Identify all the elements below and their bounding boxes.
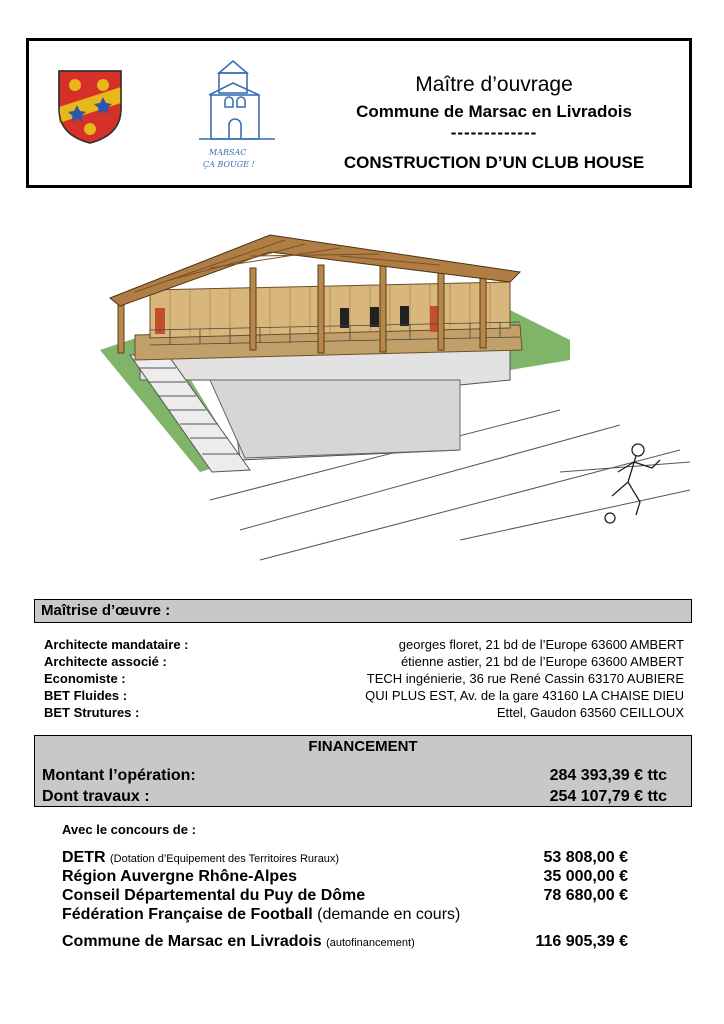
funder-amount: 35 000,00 € xyxy=(543,868,628,885)
roles-list xyxy=(44,637,684,722)
coat-of-arms-icon xyxy=(57,69,123,145)
financement-box xyxy=(34,735,692,807)
funder-amount: 78 680,00 € xyxy=(543,887,628,904)
svg-text:ÇA BOUGE !: ÇA BOUGE ! xyxy=(203,160,255,169)
funder-note: (demande en cours) xyxy=(317,906,461,923)
funder-name: Conseil Départemental du Puy de Dôme xyxy=(62,887,366,904)
separator-dashes: ------------- xyxy=(450,123,538,142)
role-label: Economiste : xyxy=(44,671,126,686)
role-value: Ettel, Gaudon 63560 CEILLOUX xyxy=(496,705,684,720)
funder-name: Commune de Marsac en Livradois xyxy=(62,933,322,950)
montant-label: Montant l’opération: xyxy=(42,767,196,784)
header-box xyxy=(26,38,692,188)
role-row xyxy=(44,688,684,705)
concours-intro: Avec le concours de : xyxy=(62,822,196,837)
role-row xyxy=(44,705,684,722)
funder-note: (autofinancement) xyxy=(326,937,415,949)
travaux-value: 254 107,79 € ttc xyxy=(549,788,667,805)
funders-list xyxy=(62,849,628,952)
maitre-ouvrage-title: Maître d’ouvrage xyxy=(415,73,573,96)
role-value: georges floret, 21 bd de l’Europe 63600 AMBERT xyxy=(398,637,684,652)
role-row xyxy=(44,671,684,688)
village-logo-icon xyxy=(189,55,285,173)
funder-row xyxy=(62,849,628,868)
funder-row xyxy=(62,868,628,887)
funder-row xyxy=(62,906,628,925)
funder-name: Fédération Française de Football xyxy=(62,906,313,923)
funder-note: (Dotation d’Equipement des Territoires Ruraux) xyxy=(110,853,340,865)
financement-title: FINANCEMENT xyxy=(308,738,418,755)
club-house-drawing xyxy=(40,210,700,580)
role-row xyxy=(44,654,684,671)
travaux-label: Dont travaux : xyxy=(42,788,150,805)
role-value: étienne astier, 21 bd de l’Europe 63600 AMBERT xyxy=(400,654,684,669)
montant-value: 284 393,39 € ttc xyxy=(549,767,667,784)
funder-name: DETR xyxy=(62,849,106,866)
funder-amount: 53 808,00 € xyxy=(543,849,628,866)
svg-text:MARSAC: MARSAC xyxy=(209,148,247,157)
role-value: TECH ingénierie, 36 rue René Cassin 63170 AUBIERE xyxy=(366,671,684,686)
role-label: Architecte associé : xyxy=(44,654,167,669)
funder-amount: 116 905,39 € xyxy=(535,933,628,950)
role-value: QUI PLUS EST, Av. de la gare 43160 LA CHAISE DIEU xyxy=(365,688,684,703)
role-label: BET Fluides : xyxy=(44,688,128,703)
maitrise-title: Maîtrise d’œuvre : xyxy=(41,602,171,619)
commune-name: Commune de Marsac en Livradois xyxy=(356,102,632,121)
role-label: Architecte mandataire : xyxy=(44,637,189,652)
role-row xyxy=(44,637,684,654)
funder-row xyxy=(62,887,628,906)
project-title: CONSTRUCTION D’UN CLUB HOUSE xyxy=(343,153,645,172)
maitrise-header xyxy=(34,599,692,623)
funder-row xyxy=(62,933,628,952)
funder-name: Région Auvergne Rhône-Alpes xyxy=(62,868,297,885)
role-label: BET Strutures : xyxy=(44,705,140,720)
